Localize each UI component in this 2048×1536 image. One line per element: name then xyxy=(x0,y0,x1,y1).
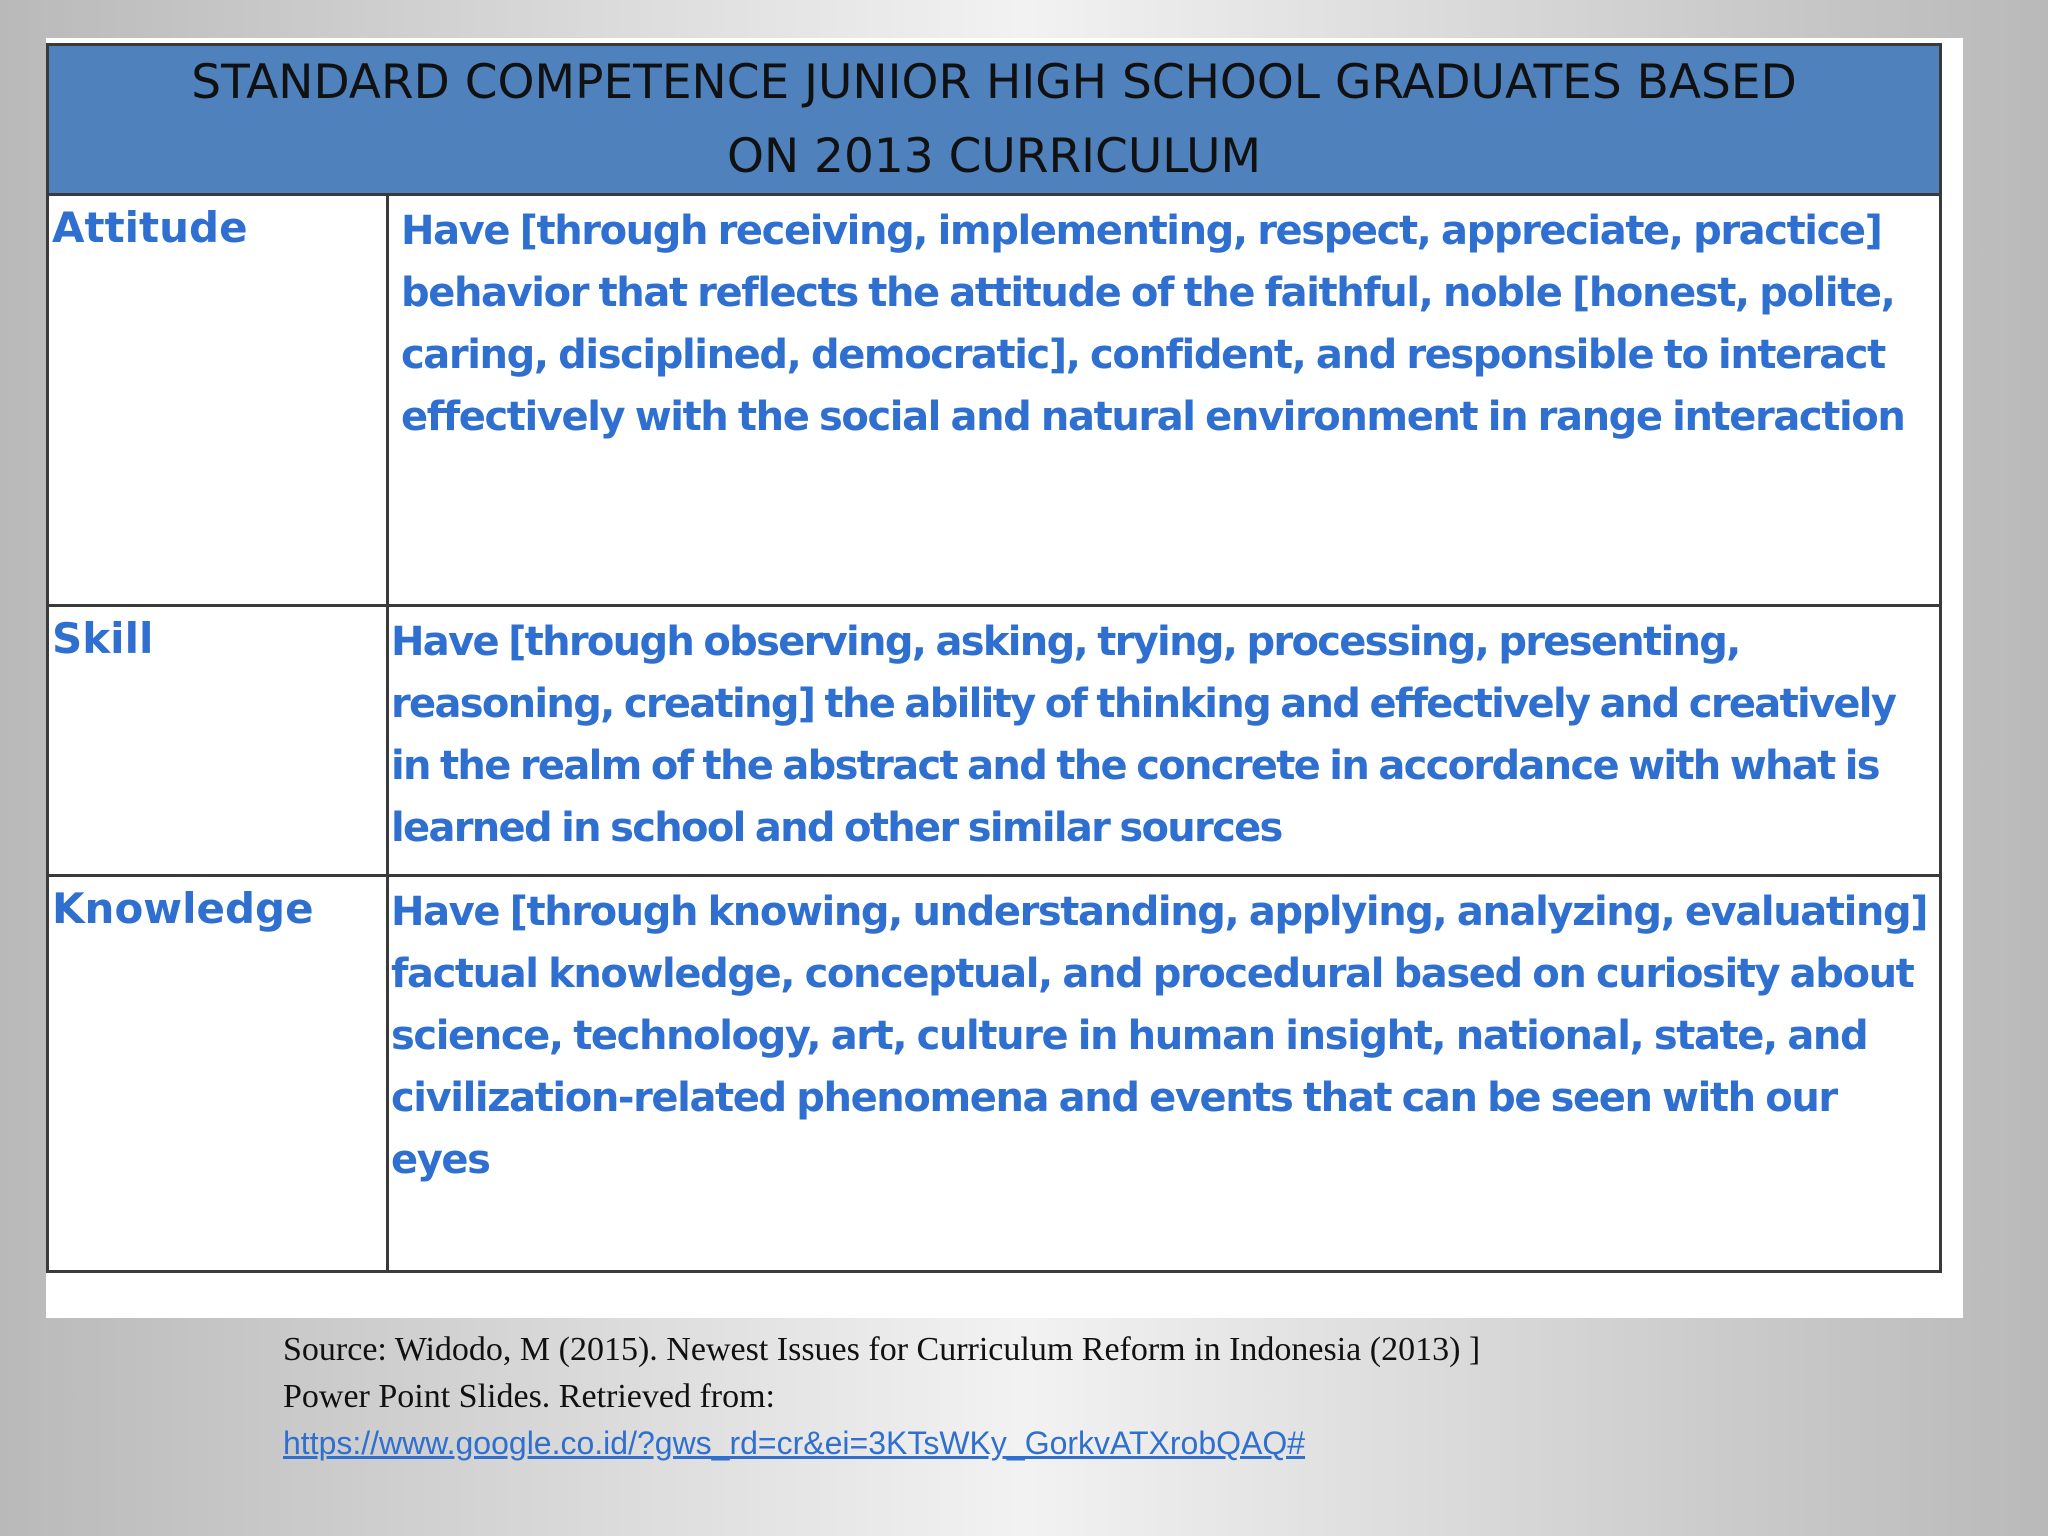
table-title-line-2: ON 2013 CURRICULUM xyxy=(726,128,1262,184)
table-title-line-1: STANDARD COMPETENCE JUNIOR HIGH SCHOOL GRADUATES BASED xyxy=(191,54,1797,110)
table-row-skill xyxy=(49,604,1939,874)
source-link[interactable]: https://www.google.co.id/?gws_rd=cr&ei=3KTsWKy_GorkvATXrobQAQ# xyxy=(283,1425,1306,1461)
table-row-attitude xyxy=(49,196,1939,604)
row-label-skill: Skill xyxy=(49,607,389,874)
row-description-knowledge: Have [through knowing, understanding, applying, analyzing, evaluating] factual knowledge, conceptual, and procedural based on curiosity about science, technology, art, culture in human insight, national, state, and civilization-related phenomena and events that can be seen with our eyes xyxy=(391,889,1928,1183)
competence-table xyxy=(46,43,1942,1273)
slide-card xyxy=(46,38,1963,1318)
source-line-1: Source: Widodo, M (2015). Newest Issues for Curriculum Reform in Indonesia (2013) ] xyxy=(283,1331,1481,1368)
row-description-skill: Have [through observing, asking, trying, processing, presenting, reasoning, creating] the ability of thinking and effectively and creatively in the realm of the abstract and the concrete in accordance with what is learned in school and other similar sources xyxy=(391,619,1896,851)
row-label-attitude: Attitude xyxy=(49,196,389,604)
row-label-knowledge: Knowledge xyxy=(49,877,389,1270)
table-row-knowledge xyxy=(49,874,1939,1270)
source-line-2: Power Point Slides. Retrieved from: xyxy=(283,1378,776,1415)
row-description-attitude: Have [through receiving, implementing, respect, appreciate, practice] behavior that reflects the attitude of the faithful, noble [honest, polite, caring, disciplined, democratic], confident, and responsible to interact effectively with the social and natural environment in range interaction xyxy=(401,208,1905,440)
table-title xyxy=(49,46,1939,196)
source-citation xyxy=(283,1326,1783,1467)
